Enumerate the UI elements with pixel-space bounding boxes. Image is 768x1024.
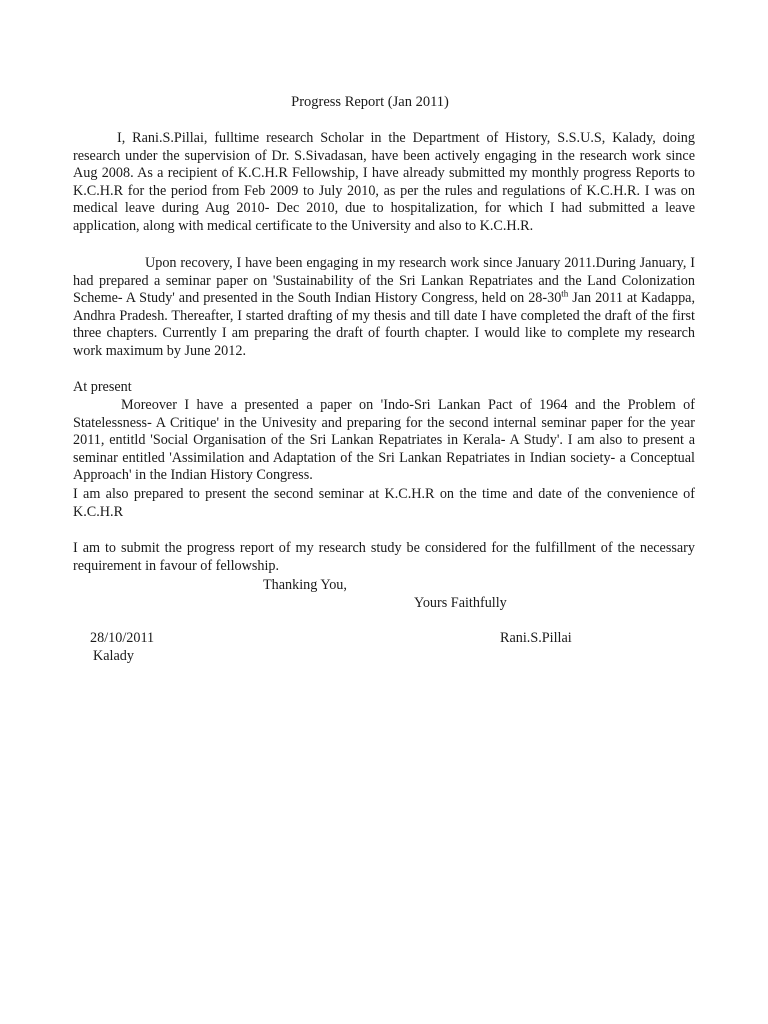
document-title: Progress Report (Jan 2011) xyxy=(291,94,449,110)
signature-name: Rani.S.Pillai xyxy=(500,630,572,646)
yours-faithfully-line: Yours Faithfully xyxy=(414,595,507,611)
thanking-line: Thanking You, xyxy=(263,577,347,593)
place-line: Kalady xyxy=(93,648,134,664)
paragraph-recovery xyxy=(73,255,695,361)
paragraph-introduction: I, Rani.S.Pillai, fulltime research Scholar in the Department of History, S.S.U.S, Kalady, doing research under the supervision of Dr. S.Sivadasan, have been actively engaging in the research work since Aug 2008. As a recipient of K.C.H.R Fellowship, I have already submitted my monthly progress Reports to K.C.H.R for the period from Feb 2009 to July 2010, as per the rules and regulations of K.C.H.R. I was on medical leave during Aug 2010- Dec 2010, due to hospitalization, for which I had submitted a leave application, along with medical certificate to the University and also to K.C.H.R. xyxy=(73,130,695,234)
at-present-heading: At present xyxy=(73,379,132,395)
paragraph-present-work: Moreover I have a presented a paper on 'Indo-Sri Lankan Pact of 1964 and the Problem of Statelessness- A Critique' in the Univesity and preparing for the second internal seminar paper for the year 2011, entitld 'Social Organisation of the Sri Lankan Repatriates in Kerala- A Study'. I am also to present a seminar entitled 'Assimilation and Adaptation of the Sri Lankan Repatriates in Indian society- a Conceptual Approach' in the Indian History Congress. xyxy=(73,397,695,484)
paragraph-request: I am to submit the progress report of my research study be considered for the fulfillment of the necessary requirement in favour of fellowship. xyxy=(73,540,695,574)
date-line: 28/10/2011 xyxy=(90,630,155,646)
paragraph-second-seminar: I am also prepared to present the second seminar at K.C.H.R on the time and date of the convenience of K.C.H.R xyxy=(73,486,695,520)
paragraph-recovery-part-1: Upon recovery, I have been engaging in my research work since January 2011.During January, I had prepared a seminar paper on 'Sustainability of the Sri Lankan Repatriates and the Land Colonization Scheme- A Study' and presented in the South Indian History Congress, held on 28-30 xyxy=(73,255,695,307)
superscript-th: th xyxy=(561,288,569,299)
paragraph-recovery-part-2: Jan 2011 at Kadappa, Andhra Pradesh. Thereafter, I started drafting of my thesis and till date I have completed the draft of the first three chapters. Currently I am preparing the draft of fourth chapter. I would like to complete my research work maximum by June 2012. xyxy=(73,290,696,359)
